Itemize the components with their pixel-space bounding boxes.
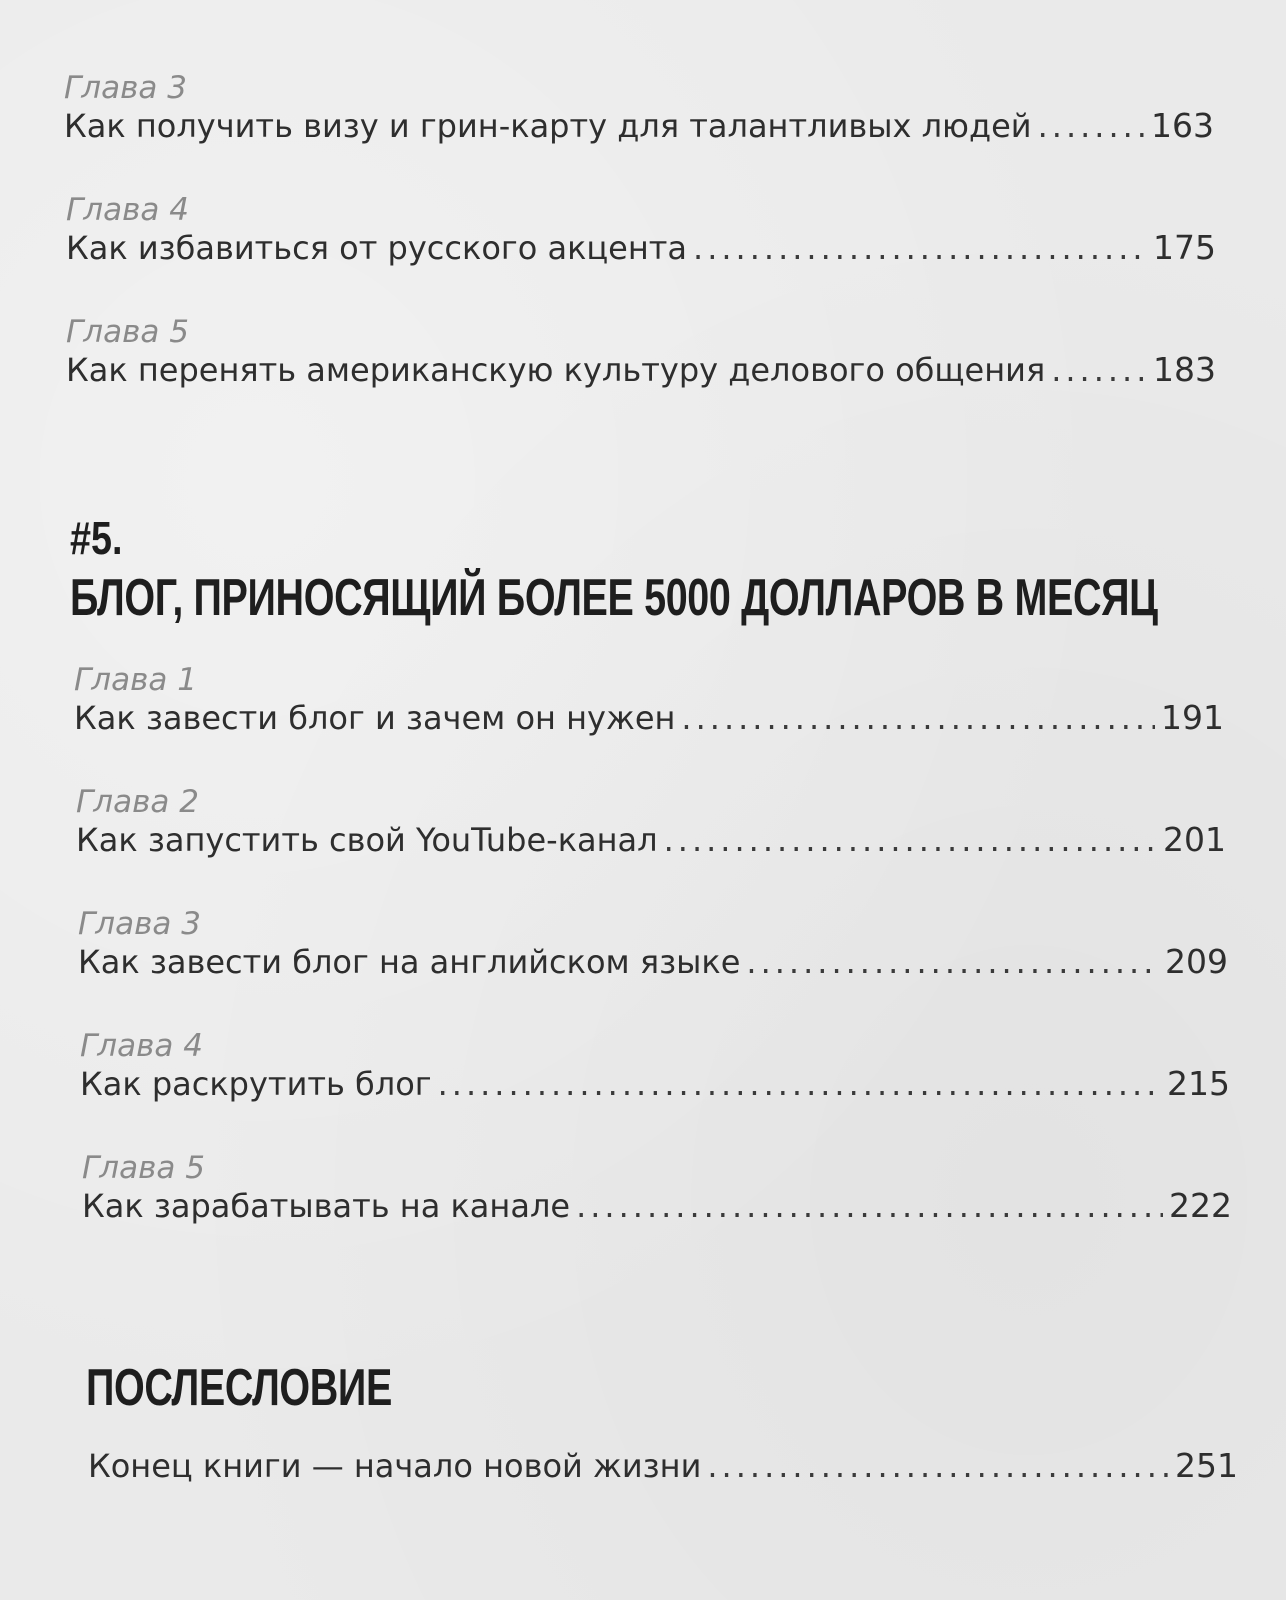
page-number: 175	[1153, 228, 1216, 267]
toc-row	[66, 228, 1216, 268]
toc-entry	[64, 70, 1214, 146]
toc-entry	[78, 906, 1228, 982]
dot-leader	[664, 820, 1157, 860]
toc-entry	[66, 314, 1216, 390]
chapter-label: Глава 1	[74, 662, 197, 698]
dot-leader	[707, 1446, 1169, 1486]
section-title: БЛОГ, ПРИНОСЯЩИЙ БОЛЕЕ 5000 ДОЛЛАРОВ В МЕСЯЦ	[70, 569, 1158, 627]
toc-row	[88, 1446, 1238, 1486]
dot-leader	[681, 698, 1155, 738]
toc-row	[74, 698, 1224, 738]
dot-leader	[693, 228, 1147, 268]
section-heading	[70, 568, 1270, 628]
page-number: 222	[1169, 1186, 1232, 1225]
toc-entry	[66, 192, 1216, 268]
toc-entry	[88, 1446, 1238, 1486]
section-heading	[86, 1358, 1236, 1418]
entry-title: Как избавиться от русского акцента	[66, 229, 688, 267]
toc-entry	[76, 784, 1226, 860]
page-number: 251	[1175, 1446, 1238, 1485]
toc-entry	[82, 1150, 1232, 1226]
toc-row	[64, 106, 1214, 146]
entry-title: Как перенять американскую культуру делового общения	[66, 351, 1046, 389]
page-number: 163	[1151, 106, 1214, 145]
chapter-label: Глава 3	[64, 70, 187, 106]
toc-entry	[74, 662, 1224, 738]
page-number: 191	[1161, 698, 1224, 737]
dot-leader	[1051, 350, 1147, 390]
page-number: 201	[1163, 820, 1226, 859]
chapter-label: Глава 2	[76, 784, 199, 820]
chapter-label: Глава 3	[78, 906, 201, 942]
toc-row	[82, 1186, 1232, 1226]
chapter-label: Глава 4	[80, 1028, 203, 1064]
chapter-label: Глава 4	[66, 192, 189, 228]
section-heading	[70, 512, 1220, 564]
toc-row	[66, 350, 1216, 390]
dot-leader	[438, 1064, 1161, 1104]
entry-title: Как раскрутить блог	[80, 1065, 432, 1103]
dot-leader	[746, 942, 1159, 982]
page-number: 215	[1167, 1064, 1230, 1103]
entry-title: Как запустить свой YouTube-канал	[76, 821, 658, 859]
toc-row	[80, 1064, 1230, 1104]
toc-entry	[80, 1028, 1230, 1104]
entry-title: Как зарабатывать на канале	[82, 1187, 571, 1225]
toc-row	[78, 942, 1228, 982]
section-number: #5.	[70, 512, 123, 564]
entry-title: Как завести блог и зачем он нужен	[74, 699, 676, 737]
entry-title: Конец книги — начало новой жизни	[88, 1447, 702, 1485]
afterword-title: ПОСЛЕСЛОВИЕ	[86, 1359, 392, 1417]
page-number: 183	[1153, 350, 1216, 389]
dot-leader	[576, 1186, 1163, 1226]
page-number: 209	[1165, 942, 1228, 981]
toc-row	[76, 820, 1226, 860]
entry-title: Как завести блог на английском языке	[78, 943, 741, 981]
entry-title: Как получить визу и грин-карту для талантливых людей	[64, 107, 1032, 145]
chapter-label: Глава 5	[66, 314, 189, 350]
chapter-label: Глава 5	[82, 1150, 205, 1186]
dot-leader	[1038, 106, 1145, 146]
